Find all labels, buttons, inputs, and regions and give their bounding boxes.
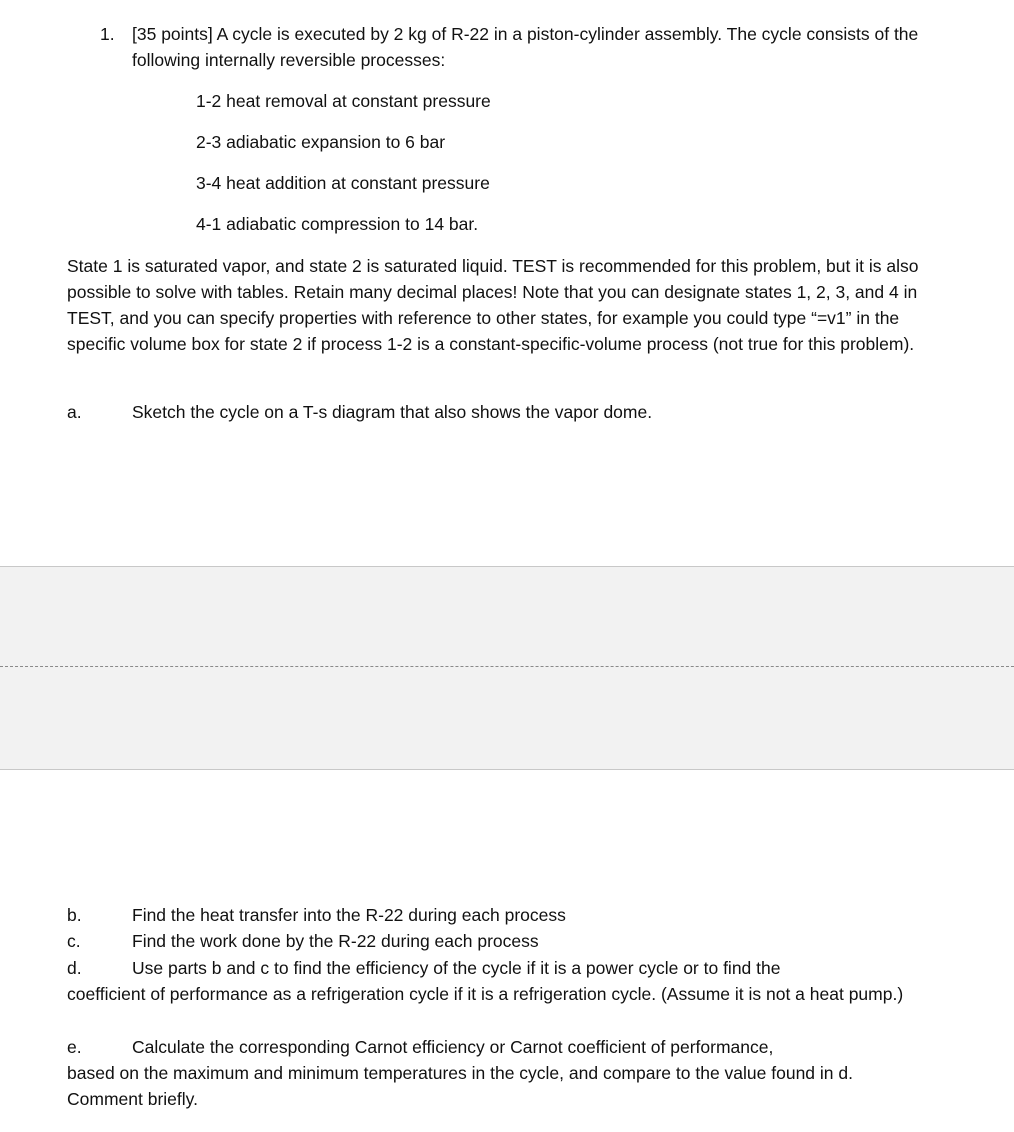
process-4-1: 4-1 adiabatic compression to 14 bar.	[196, 214, 479, 234]
part-a-letter: a.	[67, 402, 82, 422]
part-e-continuation: based on the maximum and minimum temperatures in the cycle, and compare to the value found in d. Comment briefly.	[67, 1063, 853, 1109]
process-1-2: 1-2 heat removal at constant pressure	[196, 91, 491, 111]
question-number: 1.	[100, 24, 115, 44]
page-gap-band	[0, 566, 1014, 770]
part-e-text: Calculate the corresponding Carnot efficiency or Carnot coefficient of performance,	[132, 1037, 774, 1057]
part-d-letter: d.	[67, 958, 82, 978]
part-d-continuation: coefficient of performance as a refrigeration cycle if it is a refrigeration cycle. (Assume it is not a heat pump.)	[67, 984, 904, 1004]
part-c-letter: c.	[67, 931, 81, 951]
question-intro: [35 points] A cycle is executed by 2 kg of R-22 in a piston-cylinder assembly. The cycle consists of the following internally reversible processes:	[132, 24, 919, 70]
process-2-3: 2-3 adiabatic expansion to 6 bar	[196, 132, 446, 152]
part-e-letter: e.	[67, 1037, 82, 1057]
part-d-text: Use parts b and c to find the efficiency of the cycle if it is a power cycle or to find the	[132, 958, 781, 978]
process-3-4: 3-4 heat addition at constant pressure	[196, 173, 490, 193]
part-b-letter: b.	[67, 905, 82, 925]
state-paragraph: State 1 is saturated vapor, and state 2 is saturated liquid. TEST is recommended for this problem, but it is also possible to solve with tables. Retain many decimal places! Note that you can designate states 1, 2, 3, and 4 in TEST, and you can specify properties with reference to other states, for example you could type “=v1” in the specific volume box for state 2 if process 1-2 is a constant-specific-volume process (not true for this problem).	[67, 256, 919, 354]
page-break-line	[0, 666, 1014, 667]
part-c-text: Find the work done by the R-22 during each process	[132, 931, 539, 951]
part-b-text: Find the heat transfer into the R-22 during each process	[132, 905, 566, 925]
part-a-text: Sketch the cycle on a T-s diagram that also shows the vapor dome.	[132, 402, 653, 422]
